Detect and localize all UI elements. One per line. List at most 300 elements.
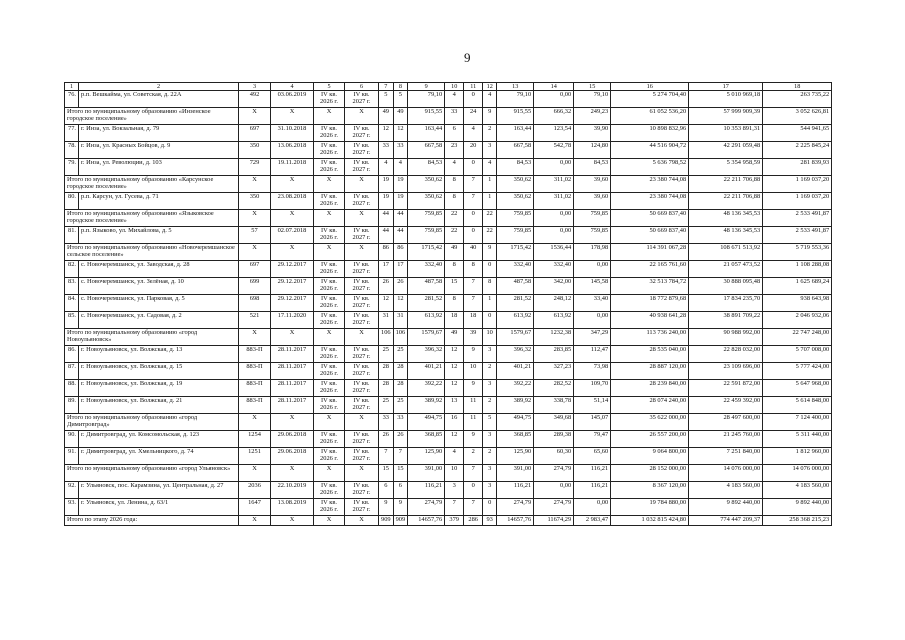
cell-c9: 915,55 [408,108,445,125]
cell-c18: 4 183 560,00 [763,482,832,499]
cell-c8: 12 [393,295,408,312]
table-row [65,295,832,312]
cell-c10: 8 [445,261,464,278]
cell-c4: 28.11.2017 [271,380,314,397]
cell-c7: 6 [379,482,394,499]
header-cell-11: 11 [464,83,483,91]
cell-c6: IV кв. 2027 г. [345,482,379,499]
cell-c17: 5 010 969,18 [689,91,763,108]
cell-c3: X [239,176,271,193]
subtotal-row [65,176,832,193]
cell-c10: 12 [445,346,464,363]
cell-c4: X [271,516,314,526]
address-cell: с. Новочеремшанск, ул. Садовая, д. 2 [79,312,239,329]
cell-c11: 286 [464,516,483,526]
cell-c10: 23 [445,142,464,159]
cell-c11: 7 [464,176,483,193]
cell-c16: 28 074 240,00 [611,397,689,414]
header-cell-9: 9 [408,83,445,91]
cell-c13: 125,90 [497,448,534,465]
table-row [65,363,832,380]
header-cell-18: 18 [763,83,832,91]
cell-c13: 494,75 [497,414,534,431]
total-label-cell: Итого по муниципальному образованию «город Ульяновск» [65,465,239,482]
cell-c16: 5 274 704,40 [611,91,689,108]
cell-c13: 759,85 [497,210,534,227]
cell-c17: 42 291 059,48 [689,142,763,159]
cell-c5: IV кв. 2026 г. [314,397,345,414]
cell-c5: IV кв. 2026 г. [314,363,345,380]
cell-c10: 8 [445,295,464,312]
cell-c13: 368,85 [497,431,534,448]
address-cell: г. Новоульяновск, ул. Волжская, д. 15 [79,363,239,380]
total-label-cell: Итого по муниципальному образованию «Языковское городское поселение» [65,210,239,227]
cell-c5: X [314,465,345,482]
cell-c11: 0 [464,227,483,244]
cell-c12: 1 [483,295,497,312]
address-cell: р.п. Карсун, ул. Гусева, д. 71 [79,193,239,210]
cell-c10: 49 [445,244,464,261]
cell-c8: 25 [393,397,408,414]
cell-c11: 0 [464,91,483,108]
header-cell-7: 7 [379,83,394,91]
cell-c18: 7 124 400,00 [763,414,832,431]
cell-c11: 39 [464,329,483,346]
header-cell-8: 8 [393,83,408,91]
cell-c14: 338,78 [534,397,574,414]
cell-c3: 350 [239,142,271,159]
cell-c11: 40 [464,244,483,261]
cell-c12: 4 [483,159,497,176]
cell-c6: IV кв. 2027 г. [345,397,379,414]
cell-c13: 401,21 [497,363,534,380]
cell-c9: 163,44 [408,125,445,142]
cell-c15: 109,70 [574,380,611,397]
cell-c5: IV кв. 2026 г. [314,125,345,142]
cell-c3: X [239,516,271,526]
cell-c13: 391,00 [497,465,534,482]
cell-c5: IV кв. 2026 г. [314,312,345,329]
cell-c4: 29.06.2018 [271,431,314,448]
row-number-cell: 82. [65,261,79,278]
cell-c8: 33 [393,414,408,431]
cell-c15: 2 983,47 [574,516,611,526]
cell-c8: 28 [393,363,408,380]
cell-c15: 347,29 [574,329,611,346]
cell-c7: 28 [379,380,394,397]
cell-c5: X [314,176,345,193]
cell-c17: 22 591 872,00 [689,380,763,397]
cell-c15: 0,00 [574,312,611,329]
cell-c5: IV кв. 2026 г. [314,431,345,448]
cell-c7: 26 [379,431,394,448]
cell-c7: 44 [379,210,394,227]
cell-c6: X [345,465,379,482]
cell-c14: 0,00 [534,227,574,244]
header-cell-4: 4 [271,83,314,91]
cell-c15: 39,90 [574,125,611,142]
cell-c12: 4 [483,91,497,108]
cell-c8: 9 [393,499,408,516]
header-cell-13: 13 [497,83,534,91]
cell-c18: 3 052 626,81 [763,108,832,125]
cell-c7: 25 [379,397,394,414]
row-number-cell: 87. [65,363,79,380]
cell-c12: 3 [483,346,497,363]
cell-c6: IV кв. 2027 г. [345,448,379,465]
header-cell-3: 3 [239,83,271,91]
cell-c17: 9 892 440,00 [689,499,763,516]
cell-c17: 22 459 392,00 [689,397,763,414]
cell-c7: 49 [379,108,394,125]
cell-c14: 0,00 [534,482,574,499]
cell-c10: 13 [445,397,464,414]
cell-c3: 698 [239,295,271,312]
cell-c12: 22 [483,210,497,227]
cell-c6: IV кв. 2027 г. [345,91,379,108]
cell-c10: 22 [445,227,464,244]
cell-c4: 19.11.2018 [271,159,314,176]
cell-c16: 23 380 744,08 [611,193,689,210]
cell-c15: 116,21 [574,465,611,482]
cell-c12: 10 [483,329,497,346]
cell-c4: 02.07.2018 [271,227,314,244]
cell-c14: 0,00 [534,159,574,176]
total-label-cell: Итого по этапу 2026 года: [65,516,239,526]
cell-c16: 50 669 837,40 [611,227,689,244]
total-label-cell: Итого по муниципальному образованию «Карсунское городское поселение» [65,176,239,193]
cell-c17: 48 136 345,53 [689,227,763,244]
cell-c7: 44 [379,227,394,244]
cell-c17: 108 671 513,92 [689,244,763,261]
cell-c16: 28 887 120,00 [611,363,689,380]
row-number-cell: 83. [65,278,79,295]
cell-c14: 274,79 [534,465,574,482]
cell-c3: 883-П [239,346,271,363]
cell-c4: 28.11.2017 [271,363,314,380]
cell-c18: 258 368 215,23 [763,516,832,526]
cell-c17: 22 211 706,88 [689,193,763,210]
cell-c14: 283,85 [534,346,574,363]
cell-c8: 15 [393,465,408,482]
cell-c3: X [239,244,271,261]
cell-c13: 281,52 [497,295,534,312]
total-label-cell: Итого по муниципальному образованию «Новочеремшанское сельское поселение» [65,244,239,261]
cell-c7: 106 [379,329,394,346]
row-number-cell: 77. [65,125,79,142]
cell-c7: 15 [379,465,394,482]
cell-c17: 23 109 696,00 [689,363,763,380]
cell-c10: 8 [445,193,464,210]
cell-c8: 19 [393,193,408,210]
address-cell: с. Новочеремшанск, ул. Заводская, д. 28 [79,261,239,278]
cell-c12: 0 [483,261,497,278]
cell-c4: X [271,176,314,193]
cell-c8: 4 [393,159,408,176]
cell-c9: 487,58 [408,278,445,295]
cell-c16: 28 152 000,00 [611,465,689,482]
cell-c7: 19 [379,193,394,210]
cell-c14: 123,54 [534,125,574,142]
cell-c14: 613,92 [534,312,574,329]
subtotal-row [65,465,832,482]
cell-c11: 8 [464,261,483,278]
subtotal-row [65,210,832,227]
cell-c13: 332,40 [497,261,534,278]
header-cell-12: 12 [483,83,497,91]
table-row [65,346,832,363]
cell-c3: 697 [239,125,271,142]
page-number: 9 [464,50,471,65]
cell-c16: 1 032 815 424,80 [611,516,689,526]
cell-c3: X [239,329,271,346]
cell-c6: IV кв. 2027 г. [345,312,379,329]
cell-c14: 11674,29 [534,516,574,526]
header-cell-14: 14 [534,83,574,91]
cell-c13: 915,55 [497,108,534,125]
cell-c14: 327,23 [534,363,574,380]
table-row [65,227,832,244]
cell-c12: 0 [483,499,497,516]
cell-c12: 1 [483,176,497,193]
cell-c6: X [345,329,379,346]
cell-c16: 19 784 880,00 [611,499,689,516]
cell-c15: 0,00 [574,499,611,516]
cell-c5: IV кв. 2026 г. [314,159,345,176]
cell-c17: 21 245 760,00 [689,431,763,448]
cell-c8: 33 [393,142,408,159]
cell-c8: 44 [393,227,408,244]
header-cell-2: 2 [79,83,239,91]
cell-c3: 492 [239,91,271,108]
cell-c4: 13.08.2019 [271,499,314,516]
cell-c3: X [239,210,271,227]
cell-c3: 729 [239,159,271,176]
cell-c18: 2 225 845,24 [763,142,832,159]
table-row [65,312,832,329]
cell-c9: 14657,76 [408,516,445,526]
cell-c18: 2 046 932,06 [763,312,832,329]
cell-c14: 1232,38 [534,329,574,346]
cell-c18: 281 839,93 [763,159,832,176]
cell-c7: 17 [379,261,394,278]
cell-c15: 759,85 [574,227,611,244]
cell-c18: 22 747 248,00 [763,329,832,346]
cell-c8: 28 [393,380,408,397]
cell-c10: 16 [445,414,464,431]
cell-c5: IV кв. 2026 г. [314,91,345,108]
subtotal-row [65,244,832,261]
cell-c9: 392,22 [408,380,445,397]
cell-c3: 699 [239,278,271,295]
cell-c7: 33 [379,414,394,431]
cell-c16: 26 557 200,00 [611,431,689,448]
cell-c18: 5 707 008,00 [763,346,832,363]
cell-c7: 909 [379,516,394,526]
cell-c16: 8 367 120,00 [611,482,689,499]
cell-c10: 379 [445,516,464,526]
address-cell: г. Новоульяновск, ул. Волжская, д. 13 [79,346,239,363]
cell-c8: 5 [393,91,408,108]
cell-c5: IV кв. 2026 г. [314,261,345,278]
cell-c11: 7 [464,499,483,516]
cell-c3: 1251 [239,448,271,465]
cell-c6: X [345,108,379,125]
cell-c17: 22 211 706,88 [689,176,763,193]
cell-c4: 23.08.2018 [271,193,314,210]
cell-c10: 8 [445,176,464,193]
table-row [65,482,832,499]
cell-c11: 11 [464,397,483,414]
cell-c7: 86 [379,244,394,261]
cell-c9: 396,32 [408,346,445,363]
cell-c15: 112,47 [574,346,611,363]
cell-c17: 7 251 840,00 [689,448,763,465]
cell-c4: 17.11.2020 [271,312,314,329]
row-number-cell: 78. [65,142,79,159]
address-cell: р.п. Языково, ул. Михайлова, д. 5 [79,227,239,244]
cell-c10: 12 [445,431,464,448]
row-number-cell: 92. [65,482,79,499]
cell-c15: 79,47 [574,431,611,448]
cell-c9: 667,58 [408,142,445,159]
cell-c5: IV кв. 2026 г. [314,278,345,295]
cell-c10: 33 [445,108,464,125]
table-row [65,380,832,397]
cell-c15: 0,00 [574,261,611,278]
cell-c17: 30 888 095,48 [689,278,763,295]
cell-c13: 1579,67 [497,329,534,346]
cell-c11: 10 [464,363,483,380]
cell-c8: 26 [393,278,408,295]
cell-c12: 2 [483,397,497,414]
cell-c17: 4 183 560,00 [689,482,763,499]
cell-c6: IV кв. 2027 г. [345,227,379,244]
row-number-cell: 85. [65,312,79,329]
cell-c17: 17 834 235,70 [689,295,763,312]
cell-c11: 20 [464,142,483,159]
row-number-cell: 79. [65,159,79,176]
cell-c13: 350,62 [497,193,534,210]
row-number-cell: 80. [65,193,79,210]
cell-c4: 28.11.2017 [271,397,314,414]
cell-c11: 9 [464,346,483,363]
cell-c8: 86 [393,244,408,261]
cell-c16: 114 391 067,28 [611,244,689,261]
cell-c15: 145,07 [574,414,611,431]
total-label-cell: Итого по муниципальному образованию «город Новоульяновск» [65,329,239,346]
cell-c11: 4 [464,125,483,142]
cell-c6: IV кв. 2027 г. [345,159,379,176]
cell-c6: IV кв. 2027 г. [345,499,379,516]
cell-c12: 1 [483,193,497,210]
cell-c14: 0,00 [534,210,574,227]
cell-c18: 1 169 037,20 [763,193,832,210]
cell-c13: 392,22 [497,380,534,397]
cell-c18: 1 625 689,24 [763,278,832,295]
cell-c13: 14657,76 [497,516,534,526]
cell-c7: 7 [379,448,394,465]
cell-c18: 5 719 553,36 [763,244,832,261]
address-cell: г. Новоульяновск, ул. Волжская, д. 19 [79,380,239,397]
cell-c13: 350,62 [497,176,534,193]
cell-c18: 5 647 968,00 [763,380,832,397]
cell-c3: 883-П [239,380,271,397]
cell-c10: 15 [445,278,464,295]
cell-c11: 18 [464,312,483,329]
cell-c9: 759,85 [408,210,445,227]
header-row [65,83,832,91]
cell-c7: 26 [379,278,394,295]
header-cell-15: 15 [574,83,611,91]
cell-c6: IV кв. 2027 г. [345,261,379,278]
total-label-cell: Итого по муниципальному образованию «город Димитровград» [65,414,239,431]
cell-c15: 65,60 [574,448,611,465]
cell-c5: X [314,210,345,227]
cell-c10: 7 [445,499,464,516]
cell-c13: 163,44 [497,125,534,142]
cell-c7: 5 [379,91,394,108]
cell-c5: IV кв. 2026 г. [314,448,345,465]
cell-c14: 666,32 [534,108,574,125]
cell-c15: 39,60 [574,176,611,193]
cell-c16: 35 622 000,00 [611,414,689,431]
cell-c7: 12 [379,295,394,312]
cell-c12: 93 [483,516,497,526]
cell-c9: 125,90 [408,448,445,465]
cell-c5: X [314,244,345,261]
cell-c7: 4 [379,159,394,176]
cell-c3: 350 [239,193,271,210]
cell-c5: IV кв. 2026 г. [314,193,345,210]
cell-c3: X [239,108,271,125]
cell-c6: X [345,210,379,227]
cell-c3: X [239,414,271,431]
address-cell: г. Димитровград, ул. Хмельницкого, д. 74 [79,448,239,465]
cell-c18: 1 812 960,00 [763,448,832,465]
cell-c11: 7 [464,193,483,210]
subtotal-row [65,414,832,431]
cell-c13: 487,58 [497,278,534,295]
cell-c12: 3 [483,465,497,482]
program-table [64,82,832,526]
address-cell: с. Новочеремшанск, ул. Парковая, д. 5 [79,295,239,312]
cell-c15: 759,85 [574,210,611,227]
subtotal-row [65,329,832,346]
cell-c12: 3 [483,482,497,499]
table-row [65,142,832,159]
cell-c4: 29.12.2017 [271,295,314,312]
address-cell: г. Инза, ул. Вокзальная, д. 79 [79,125,239,142]
table-row [65,499,832,516]
cell-c13: 84,53 [497,159,534,176]
cell-c13: 613,92 [497,312,534,329]
cell-c15: 84,53 [574,159,611,176]
row-number-cell: 89. [65,397,79,414]
cell-c18: 544 941,65 [763,125,832,142]
cell-c8: 909 [393,516,408,526]
cell-c6: IV кв. 2027 г. [345,363,379,380]
cell-c17: 5 354 958,59 [689,159,763,176]
cell-c5: X [314,516,345,526]
cell-c7: 19 [379,176,394,193]
cell-c18: 2 533 491,87 [763,210,832,227]
cell-c6: IV кв. 2027 г. [345,278,379,295]
cell-c4: 29.12.2017 [271,278,314,295]
row-number-cell: 88. [65,380,79,397]
cell-c3: 2036 [239,482,271,499]
cell-c18: 14 076 000,00 [763,465,832,482]
